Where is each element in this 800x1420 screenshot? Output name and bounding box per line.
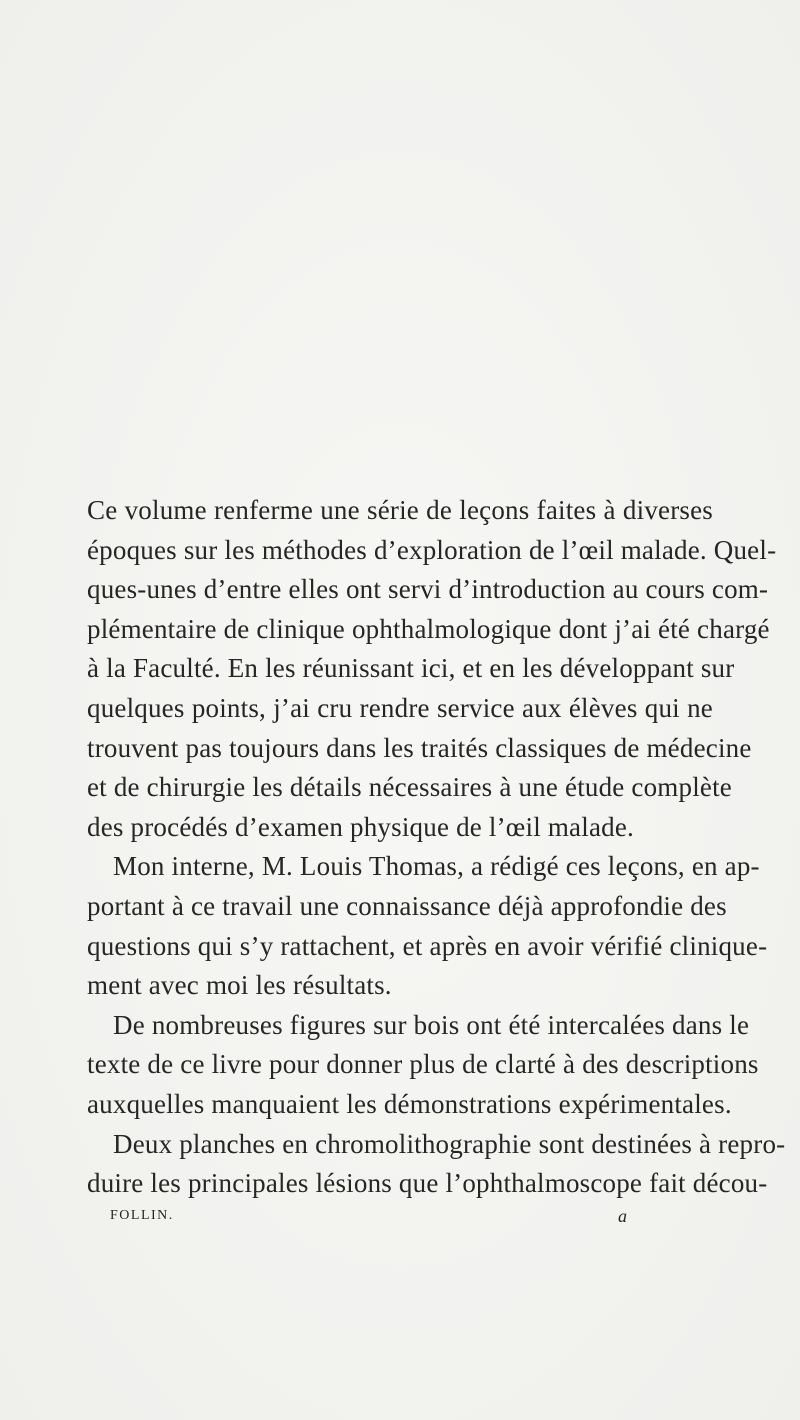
text-line: auxquelles manquaient les démonstrations expérimentales.: [87, 1088, 732, 1119]
text-line: à la Faculté. En les réunissant ici, et en les développant sur: [87, 653, 735, 684]
text-line: De nombreuses figures sur bois ont été intercalées dans le: [113, 1009, 750, 1040]
page-footer: [110, 1208, 710, 1234]
sheet-letter: a: [618, 1206, 627, 1226]
text-line: quelques points, j’ai cru rendre service aux élèves qui ne: [87, 692, 713, 723]
text-line: plémentaire de clinique ophthalmologique dont j’ai été chargé: [87, 613, 770, 644]
text-line: Mon interne, M. Louis Thomas, a rédigé ces leçons, en ap-: [113, 851, 760, 882]
text-line: texte de ce livre pour donner plus de clarté à des descriptions: [87, 1049, 759, 1080]
text-line: portant à ce travail une connaissance déjà approfondie des: [87, 890, 727, 921]
paragraph-3: [87, 1006, 759, 1125]
text-line: questions qui s’y rattachent, et après en avoir vérifié clinique-: [87, 930, 768, 961]
printer-signature: FOLLIN.: [110, 1208, 174, 1223]
paragraph-1: [87, 491, 777, 847]
text-line: et de chirurgie les détails nécessaires à une étude complète: [87, 772, 732, 803]
text-line: Ce volume renferme une série de leçons faites à diverses: [87, 495, 713, 525]
text-line: des procédés d’examen physique de l’œil malade.: [87, 811, 634, 842]
paragraph-4: [87, 1125, 786, 1204]
text-line: duire les principales lésions que l’ophthalmoscope fait décou-: [87, 1168, 768, 1199]
text-line: ment avec moi les résultats.: [87, 970, 392, 1001]
text-line: époques sur les méthodes d’exploration de l’œil malade. Quel-: [87, 534, 777, 565]
paragraph-2: [87, 847, 768, 1005]
text-line: Deux planches en chromolithographie sont destinées à repro-: [113, 1128, 786, 1159]
body-text: [87, 491, 786, 1204]
text-line: ques-unes d’entre elles ont servi d’introduction au cours com-: [87, 574, 769, 605]
text-line: trouvent pas toujours dans les traités classiques de médecine: [87, 732, 752, 763]
